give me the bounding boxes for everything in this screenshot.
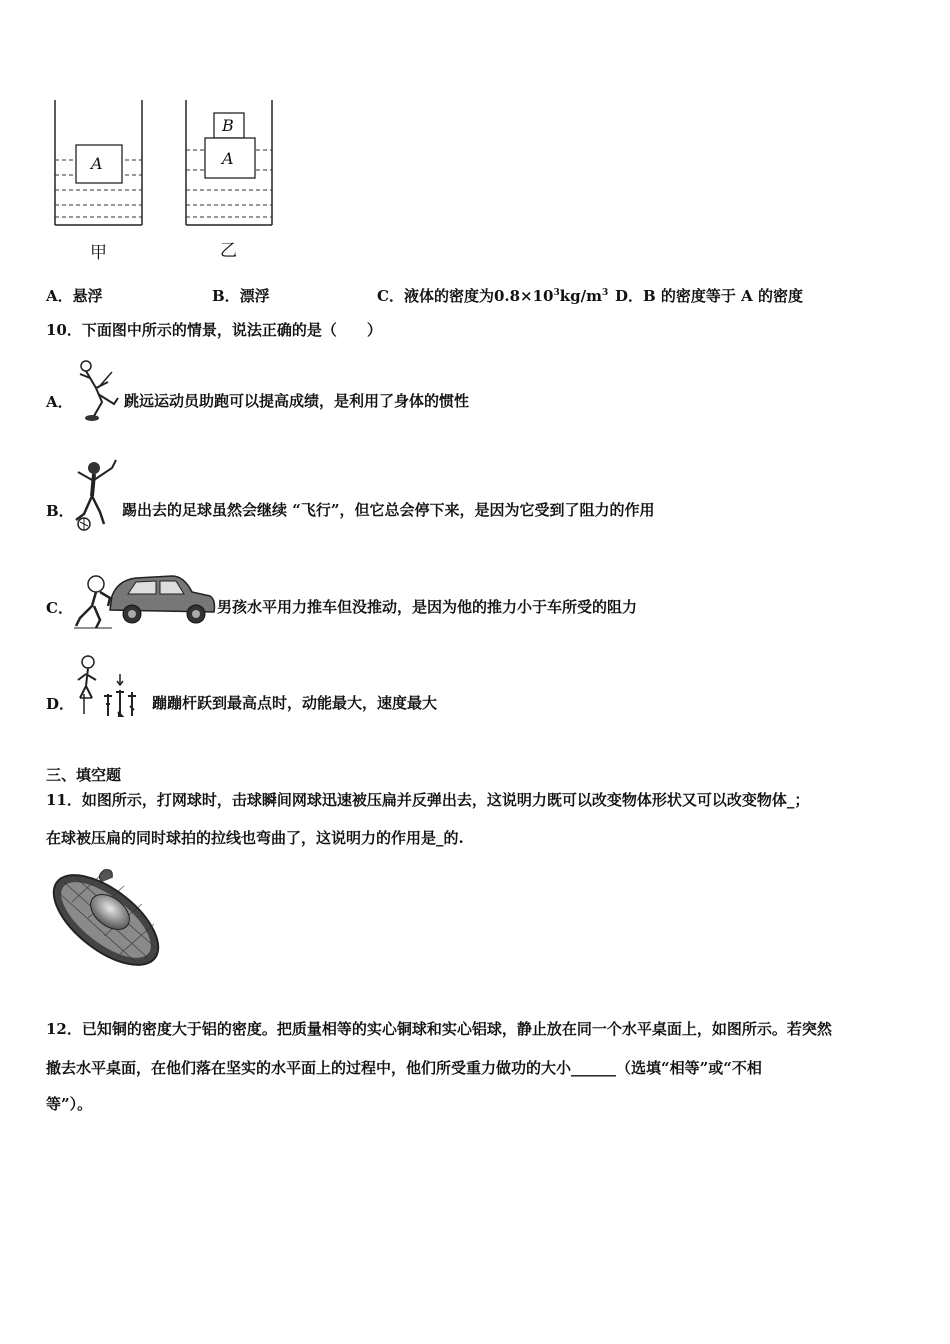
q10-option-d-letter: D．	[46, 695, 75, 713]
q9-option-c-value: 0.8×10	[493, 287, 554, 305]
block-a-label-right: A	[222, 149, 234, 168]
q12-line1: 12．已知铜的密度大于铝的密度。把质量相等的实心铜球和实心铝球，静止放在同一个水平桌面上，如图所示。若突然	[46, 1020, 832, 1038]
q10-option-d-text: 蹦蹦杆跃到最高点时，动能最大，速度最大	[152, 694, 438, 712]
q12-line2: 撤去水平桌面，在他们落在坚实的水平面上的过程中，他们所受重力做功的大小______（选填“相等”或“不相	[46, 1059, 762, 1077]
q9-option-c-exp: 3	[553, 288, 560, 298]
q9-option-c-unit-exp: 3	[602, 288, 609, 298]
q12-line3: 等”）。	[46, 1095, 93, 1113]
figure-label-jia: 甲	[90, 243, 107, 263]
q10-stem: 10．下面图中所示的情景，说法正确的是（ ）	[46, 321, 382, 339]
q9-container-figure	[40, 95, 300, 265]
q10-option-a-letter: A．	[46, 393, 73, 411]
figure-label-yi: 乙	[220, 241, 237, 261]
q11-line2: 在球被压扁的同时球拍的拉线也弯曲了，这说明力的作用是_的.	[46, 829, 464, 847]
boy-pushing-car-icon	[72, 566, 218, 632]
q10-option-c-letter: C．	[46, 599, 73, 617]
q9-option-c	[377, 286, 608, 306]
q11-line1: 11．如图所示，打网球时，击球瞬间网球迅速被压扁并反弹出去，这说明力既可以改变物体形状又可以改变物体_；	[46, 791, 810, 809]
tennis-racket-ball-image	[44, 862, 168, 984]
q10-option-a-text: 跳远运动员助跑可以提高成绩，是利用了身体的惯性	[124, 392, 470, 410]
block-a-label-left: A	[91, 154, 103, 173]
q10-option-c-text: 男孩水平用力推车但没推动，是因为他的推力小于车所受的阻力	[217, 598, 638, 616]
pogo-stick-icon	[72, 654, 152, 720]
q9-option-a: A．悬浮	[46, 287, 103, 305]
q10-option-b-letter: B．	[46, 502, 74, 520]
q9-option-d: D．B 的密度等于 A 的密度	[615, 287, 803, 305]
q9-option-b: B．漂浮	[212, 287, 270, 305]
block-b-label: B	[222, 116, 234, 135]
soccer-player-icon	[68, 458, 124, 534]
long-jump-athlete-icon	[72, 358, 124, 424]
q10-option-b-text: 踢出去的足球虽然会继续 “飞行”，但它总会停下来，是因为它受到了阻力的作用	[122, 501, 655, 519]
section-title: 三、填空题	[46, 766, 122, 784]
q9-option-c-prefix: C．液体的密度为	[377, 287, 494, 305]
q9-option-c-unit: kg/m	[559, 287, 602, 305]
